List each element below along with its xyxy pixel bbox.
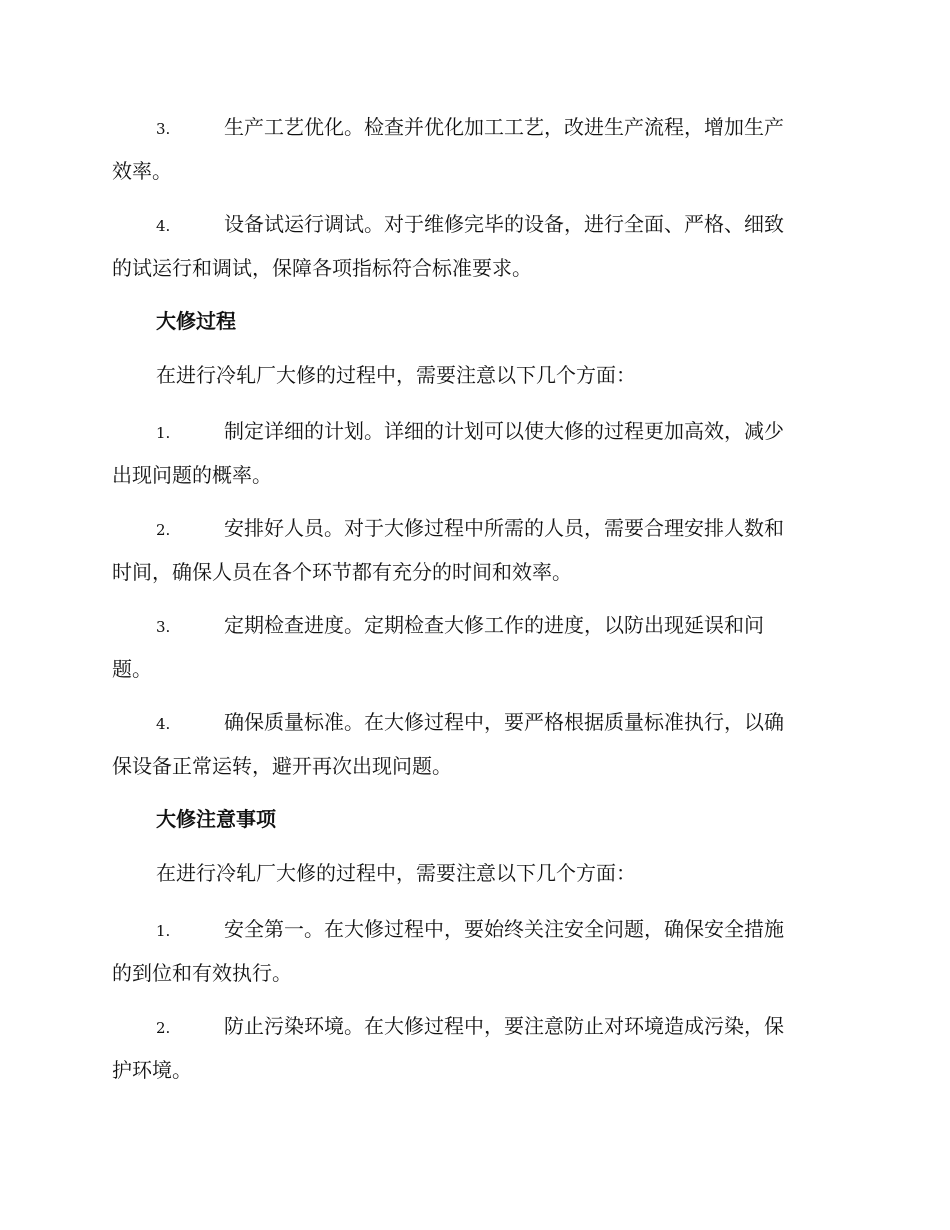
- list-text-line1: 设备试运行调试。对于维修完毕的设备，进行全面、严格、细致: [224, 212, 784, 236]
- list-text-line1: 安全第一。在大修过程中，要始终关注安全问题，确保安全措施: [224, 917, 784, 941]
- list-text-line1: 确保质量标准。在大修过程中，要严格根据质量标准执行，以确: [224, 710, 784, 734]
- list-text-line1: 防止污染环境。在大修过程中，要注意防止对环境造成污染，保: [224, 1014, 784, 1038]
- list-text-line2: 出现问题的概率。: [112, 463, 272, 487]
- list-number: 1.: [156, 424, 171, 442]
- list-item: [112, 908, 834, 994]
- list-number: 3.: [156, 618, 171, 636]
- list-item: [112, 410, 834, 496]
- list-number: 2.: [156, 1019, 171, 1037]
- list-text-line2: 的到位和有效执行。: [112, 961, 292, 985]
- list-item: [112, 507, 834, 593]
- list-text-line2: 的试运行和调试，保障各项指标符合标准要求。: [112, 256, 532, 280]
- section-intro: 在进行冷轧厂大修的过程中，需要注意以下几个方面：: [156, 363, 636, 387]
- list-item: [112, 106, 834, 192]
- list-text-line2: 护环境。: [112, 1058, 192, 1082]
- list-text-line2: 效率。: [112, 159, 172, 183]
- list-number: 3.: [156, 120, 171, 138]
- list-number: 2.: [156, 521, 171, 539]
- section-heading: 大修注意事项: [156, 807, 276, 831]
- list-text-line2: 时间，确保人员在各个环节都有充分的时间和效率。: [112, 560, 572, 584]
- list-number: 4.: [156, 715, 171, 733]
- list-text-line2: 保设备正常运转，避开再次出现问题。: [112, 754, 452, 778]
- list-item: [112, 1005, 834, 1091]
- list-text-line1: 制定详细的计划。详细的计划可以使大修的过程更加高效，减少: [224, 419, 784, 443]
- list-item: [112, 604, 834, 690]
- list-number: 1.: [156, 922, 171, 940]
- section-intro: 在进行冷轧厂大修的过程中，需要注意以下几个方面：: [156, 861, 636, 885]
- list-item: [112, 203, 834, 289]
- list-text-line2: 题。: [112, 657, 152, 681]
- list-number: 4.: [156, 217, 171, 235]
- list-text-line1: 生产工艺优化。检查并优化加工工艺，改进生产流程，增加生产: [224, 115, 784, 139]
- list-item: [112, 701, 834, 787]
- section-heading: 大修过程: [156, 309, 236, 333]
- list-text-line1: 安排好人员。对于大修过程中所需的人员，需要合理安排人数和: [224, 516, 784, 540]
- list-text-line1: 定期检查进度。定期检查大修工作的进度，以防出现延误和问: [224, 613, 764, 637]
